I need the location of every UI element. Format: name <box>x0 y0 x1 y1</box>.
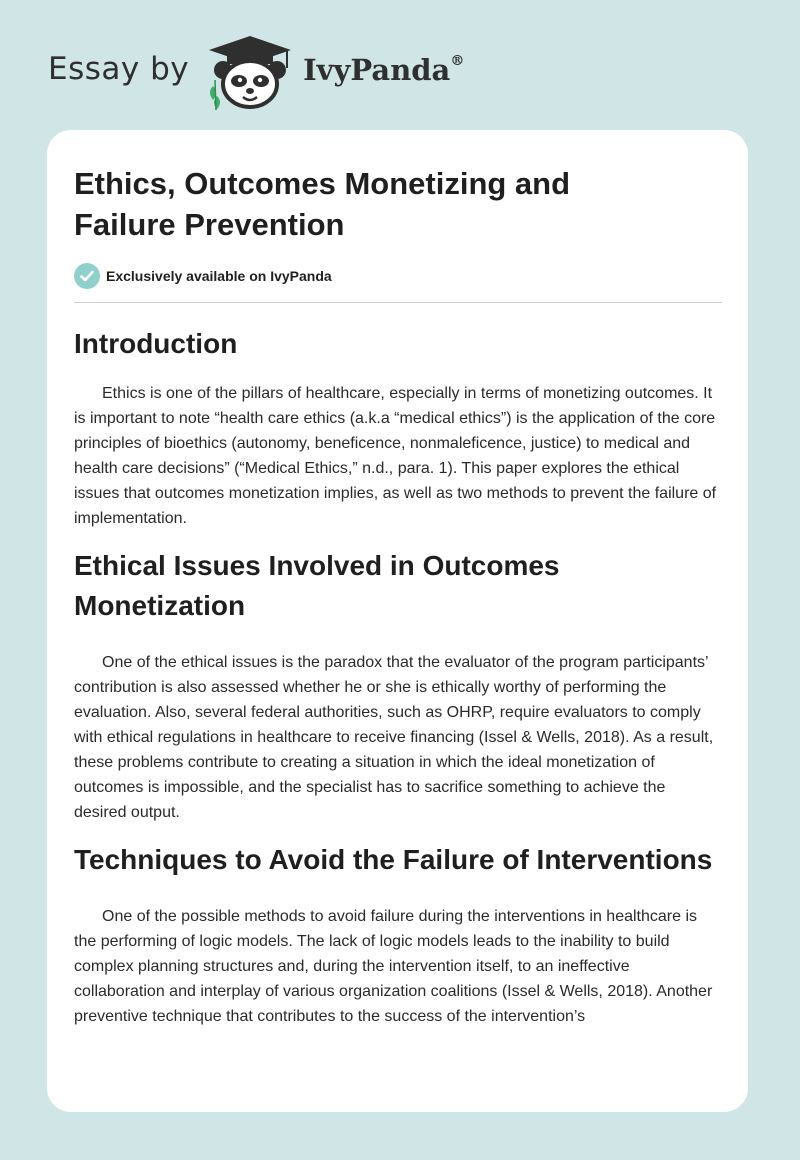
section-heading-introduction: Introduction <box>74 328 238 359</box>
exclusive-badge-text: Exclusively available on IvyPanda <box>106 268 332 284</box>
essay-card <box>47 130 748 1112</box>
exclusive-badge <box>74 263 722 289</box>
section-heading-ethical-issues: Ethical Issues Involved in Outcomes Monetization <box>74 550 560 621</box>
check-circle-icon <box>74 263 100 289</box>
section-heading-techniques: Techniques to Avoid the Failure of Interventions <box>74 844 713 875</box>
site-header <box>48 34 528 110</box>
panda-graduate-icon[interactable] <box>203 34 297 110</box>
page-title: Ethics, Outcomes Monetizing and Failure Prevention <box>74 166 571 242</box>
section-paragraph-techniques: One of the possible methods to avoid failure during the interventions in healthcare is the performing of logic models. The lack of logic models leads to the inability to build complex planning structures and, during the intervention itself, to an ineffective collaboration and interplay of various organization coalitions (Issel & Wells, 2018). Another preventive technique that contributes to the success of the intervention’s <box>74 908 713 1025</box>
essay-by-label: Essay by <box>48 51 190 87</box>
section-paragraph-ethical-issues: One of the ethical issues is the paradox that the evaluator of the program participants’ contribution is also assessed whether he or she is ethically worthy of performing the evaluation. Also, several federal authorities, such as OHRP, require evaluators to comply with ethical regulations in healthcare to receive financing (Issel & Wells, 2018). As a result, these problems contribute to creating a situation in which the ideal monetization of outcomes is impossible, and the specialist has to sacrifice something to achieve the desired output. <box>74 654 714 821</box>
brand-name[interactable]: IvyPanda® <box>303 53 465 87</box>
section-paragraph-introduction: Ethics is one of the pillars of healthcare, especially in terms of monetizing outcomes. It is important to note “health care ethics (a.k.a “medical ethics”) is the application of the core principles of bioethics (autonomy, beneficence, nonmaleficence, justice) to medical and health care decisions” (“Medical Ethics,” n.d., para. 1). This paper explores the ethical issues that outcomes monetization implies, as well as two methods to prevent the failure of implementation. <box>74 385 717 527</box>
divider <box>74 302 722 303</box>
registered-mark: ® <box>450 53 465 70</box>
